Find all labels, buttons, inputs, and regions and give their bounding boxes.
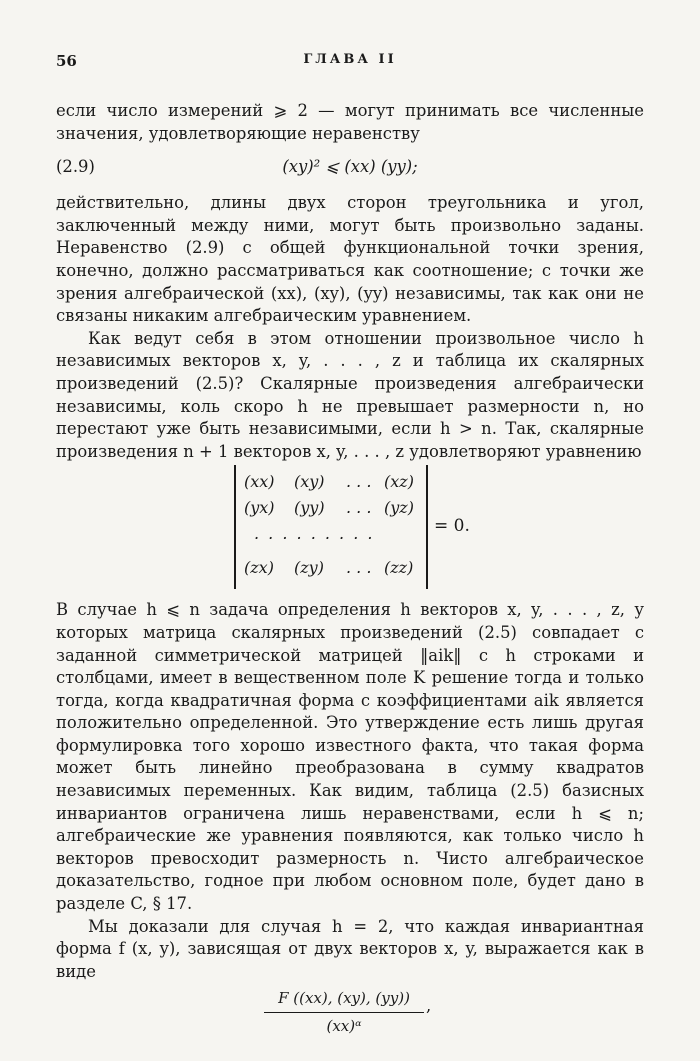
page-body — [56, 100, 644, 1037]
fraction — [264, 987, 424, 1037]
det-cell: (zz) — [384, 558, 414, 578]
determinant-row-3 — [244, 523, 420, 547]
determinant-equals: = 0. — [434, 516, 470, 537]
paragraph-2: действительно, длины двух сторон треугольника и угол, заключенный между ними, могут быть произвольно заданы. Неравенство (2.9) с общей функциональной точки зрения, конечно, должно рассматриваться как соотношение; с точки же зрения алгебраической (xx), (xy), (yy) независимы, так как они не связаны никаким алгебраическим уравнением. — [56, 193, 644, 326]
det-cell: (yy) — [294, 498, 325, 518]
fraction-expression — [56, 987, 644, 1037]
paragraph-1: если число измерений ⩾ 2 — могут принимать все численные значения, удовлетворяющие неравенству — [56, 101, 644, 143]
det-cell: (yx) — [244, 498, 275, 518]
gram-determinant — [56, 465, 644, 593]
det-cell: (xx) — [244, 472, 275, 492]
det-cell: . . . — [346, 498, 372, 518]
equation-label: (2.9) — [56, 157, 95, 177]
determinant-row-4 — [244, 557, 420, 581]
page-header — [56, 52, 644, 76]
det-cell: . . . — [346, 472, 372, 492]
equation-body: (xy)² ⩽ (xx) (yy); — [282, 157, 418, 177]
det-cell: (xy) — [294, 472, 325, 492]
fraction-trailing-comma: , — [426, 996, 432, 1016]
det-cell: . . . — [346, 558, 372, 578]
equation-2-9 — [56, 148, 644, 186]
paragraph-5: Мы доказали для случая h = 2, что каждая инвариантная форма f (x, y), зависящая от двух векторов x, y, выражается как в виде — [56, 916, 644, 981]
determinant-row-2 — [244, 497, 420, 521]
paragraph-3: Как ведут себя в этом отношении произвольное число h независимых векторов x, y, . . . , z и таблица их скалярных произведений (2.5)? Скалярные произведения алгебраически независимы, коль скоро h не превышает размерности n, но перестают уже быть независимыми, если h > n. Так, скалярные произведения n + 1 векторов x, y, . . . , z удовлетворяют уравнению — [56, 328, 644, 461]
page-number: 56 — [56, 52, 77, 70]
determinant-row-1 — [244, 471, 420, 495]
paragraph-4: В случае h ⩽ n задача определения h векторов x, y, . . . , z, у которых матрица скалярных произведений (2.5) совпадает с заданной симметрической матрицей ‖aik‖ с h строками и столбцами, имеет в вещественном поле K решение тогда и только тогда, когда квадратичная форма с коэффициентами aik является положительно определенной. Это утверждение есть лишь другая формулировка того хорошо известного факта, что такая форма может быть линейно преобразована в сумму квадратов независимых переменных. Как видим, таблица (2.5) базисных инвариантов ограничена лишь неравенствами, если h ⩽ n; алгебраические же уравнения появляются, как только число h векторов превосходит размерность n. Чисто алгебраическое доказательство, годное при любом основном поле, будет дано в разделе C, § 17. — [56, 600, 644, 914]
determinant-bars — [234, 465, 428, 589]
fraction-denominator: (xx)ᵅ — [326, 1017, 362, 1035]
det-cell: (yz) — [384, 498, 414, 518]
det-cell: (zx) — [244, 558, 274, 578]
fraction-numerator: F ((xx), (xy), (yy)) — [264, 987, 424, 1013]
det-cell: (zy) — [294, 558, 324, 578]
det-cell: (xz) — [384, 472, 414, 492]
running-title: ГЛАВА II — [303, 52, 397, 67]
det-dots: . . . . . . . . . — [254, 524, 375, 544]
